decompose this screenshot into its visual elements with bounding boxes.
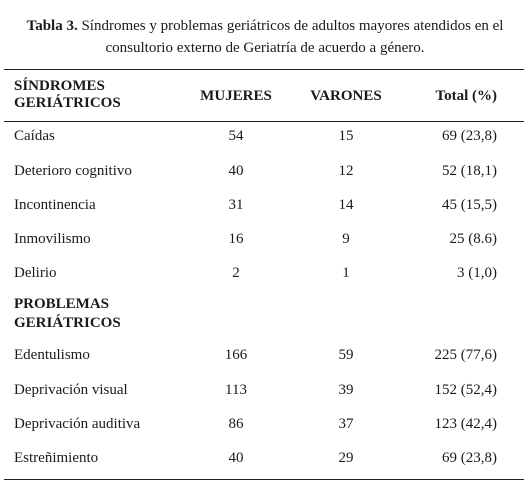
row-varones: 59 [338, 347, 354, 363]
row-mujeres: 31 [228, 197, 244, 213]
row-varones: 9 [342, 231, 350, 247]
row-varones: 15 [338, 128, 354, 144]
row-varones: 14 [338, 197, 354, 213]
row-total: 52 (18,1) [442, 163, 497, 179]
row-total: 152 (52,4) [434, 382, 497, 398]
row-varones: 1 [342, 265, 350, 281]
row-varones: 12 [338, 163, 354, 179]
caption-line-2: consultorio externo de Geriatría de acuerdo a género. [105, 40, 425, 56]
caption-text-1: Síndromes y problemas geriátricos de adultos mayores atendidos en el [77, 18, 504, 34]
top-rule [4, 69, 524, 70]
row-mujeres: 40 [228, 163, 244, 179]
row-varones: 29 [338, 450, 354, 466]
header-varones: VARONES [310, 88, 382, 104]
row-label: Caídas [14, 128, 55, 144]
row-label: Inmovilismo [14, 231, 91, 247]
row-mujeres: 2 [232, 265, 240, 281]
row-label: Edentulismo [14, 347, 90, 363]
row-total: 69 (23,8) [442, 128, 497, 144]
row-label: Deprivación auditiva [14, 416, 141, 432]
row-label: Incontinencia [14, 197, 96, 213]
bottom-rule [4, 479, 524, 480]
row-mujeres: 54 [228, 128, 244, 144]
row-total: 225 (77,6) [434, 347, 497, 363]
row-mujeres: 166 [224, 347, 248, 363]
table-caption [0, 15, 530, 59]
caption-line-1 [0, 15, 530, 37]
row-label: Deprivación visual [14, 382, 128, 398]
table-label: Tabla 3. [26, 18, 78, 34]
header-total: Total (%) [435, 88, 497, 104]
row-label: Delirio [14, 265, 57, 281]
row-total: 3 (1,0) [457, 265, 497, 281]
row-mujeres: 113 [225, 382, 247, 398]
header-mujeres: MUJERES [200, 88, 272, 104]
row-label: Estreñimiento [14, 450, 99, 466]
header-sindromes-line2: GERIÁTRICOS [14, 95, 121, 111]
row-total: 69 (23,8) [442, 450, 497, 466]
row-varones: 39 [338, 382, 354, 398]
row-total: 45 (15,5) [442, 197, 497, 213]
header-rule [4, 121, 524, 122]
row-label: Deterioro cognitivo [14, 163, 132, 179]
header-sindromes-line1: SÍNDROMES [14, 78, 105, 94]
section-problemas-line2: GERIÁTRICOS [14, 315, 121, 331]
row-total: 25 (8.6) [449, 231, 497, 247]
section-problemas-line1: PROBLEMAS [14, 296, 110, 312]
row-total: 123 (42,4) [434, 416, 497, 432]
row-mujeres: 40 [228, 450, 244, 466]
row-varones: 37 [338, 416, 354, 432]
row-mujeres: 86 [228, 416, 244, 432]
row-mujeres: 16 [228, 231, 244, 247]
